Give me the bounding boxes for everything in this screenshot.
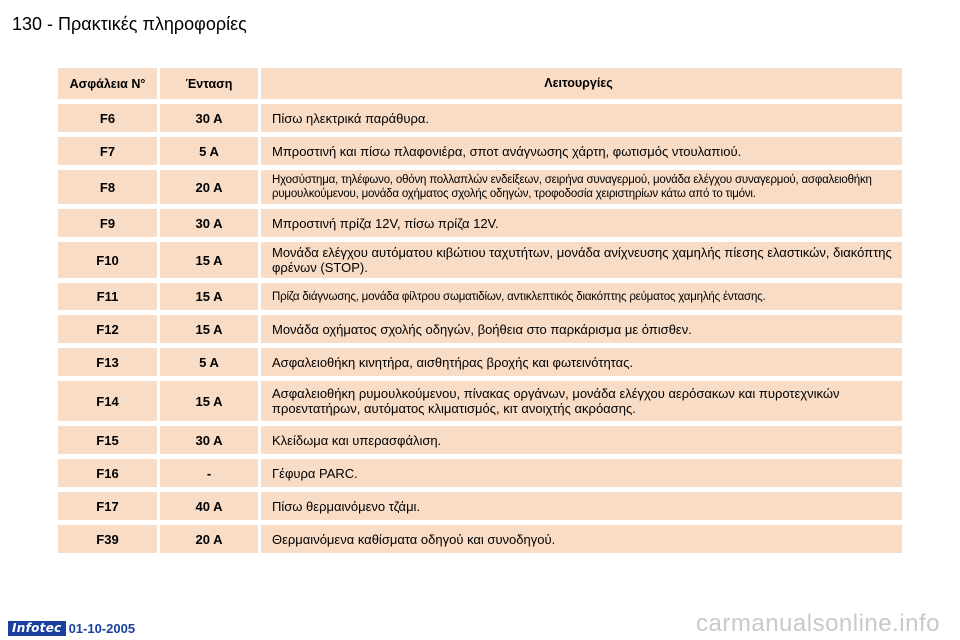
fuse-amperage: 40 A [160, 492, 258, 520]
fuse-number: F8 [58, 170, 157, 204]
fuse-number: F39 [58, 525, 157, 553]
table-row [58, 137, 902, 165]
table-row [58, 525, 902, 553]
header-fuse-number: Ασφάλεια N° [58, 68, 157, 99]
fuse-amperage: - [160, 459, 258, 487]
fuse-functions: Ηχοσύστημα, τηλέφωνο, οθόνη πολλαπλών ενδείξεων, σειρήνα συναγερμού, μονάδα ελέγχου συναγερμού, ασφαλειοθήκη ρυμουλκούμενου, μονάδα οχήματος σχολής οδηγών, τροφοδοσία χειριστηρίων κάτω από το τιμόνι. [261, 170, 902, 204]
fuse-number: F10 [58, 242, 157, 278]
fuse-functions: Γέφυρα PARC. [261, 459, 902, 487]
fuse-functions: Μπροστινή και πίσω πλαφονιέρα, σποτ ανάγνωσης χάρτη, φωτισμός ντουλαπιού. [261, 137, 902, 165]
fuse-functions: Μονάδα οχήματος σχολής οδηγών, βοήθεια στο παρκάρισμα με όπισθεν. [261, 315, 902, 343]
table-row [58, 209, 902, 237]
fuse-amperage: 30 A [160, 209, 258, 237]
fuse-table [58, 68, 902, 558]
table-row [58, 381, 902, 421]
table-row [58, 283, 902, 310]
fuse-functions: Κλείδωμα και υπερασφάλιση. [261, 426, 902, 454]
fuse-functions: Μονάδα ελέγχου αυτόματου κιβώτιου ταχυτήτων, μονάδα ανίχνευσης χαμηλής πίεσης ελαστικών, διακόπτης φρένων (STOP). [261, 242, 902, 278]
page-title: 130 - Πρακτικές πληροφορίες [12, 14, 247, 34]
table-row [58, 170, 902, 204]
header-amperage: Ένταση [160, 68, 258, 99]
table-header-row [58, 68, 902, 99]
fuse-amperage: 20 A [160, 525, 258, 553]
publication-date: 01-10-2005 [68, 620, 136, 636]
fuse-number: F7 [58, 137, 157, 165]
fuse-number: F15 [58, 426, 157, 454]
fuse-number: F14 [58, 381, 157, 421]
table-row [58, 492, 902, 520]
table-row [58, 459, 902, 487]
fuse-functions: Ασφαλειοθήκη κινητήρα, αισθητήρας βροχής και φωτεινότητας. [261, 348, 902, 376]
fuse-number: F13 [58, 348, 157, 376]
fuse-amperage: 15 A [160, 315, 258, 343]
fuse-functions: Πίσω ηλεκτρικά παράθυρα. [261, 104, 902, 132]
fuse-amperage: 5 A [160, 137, 258, 165]
fuse-number: F16 [58, 459, 157, 487]
table-row [58, 315, 902, 343]
fuse-number: F11 [58, 283, 157, 310]
page-footer [8, 620, 135, 636]
fuse-amperage: 15 A [160, 242, 258, 278]
fuse-amperage: 20 A [160, 170, 258, 204]
fuse-amperage: 15 A [160, 283, 258, 310]
fuse-number: F6 [58, 104, 157, 132]
fuse-functions: Ασφαλειοθήκη ρυμουλκούμενου, πίνακας οργάνων, μονάδα ελέγχου αερόσακων και πυροτεχνικών προεντατήρων, αυτόματος κλιματισμός, κιτ ανοιχτής ακρόασης. [261, 381, 902, 421]
fuse-functions: Θερμαινόμενα καθίσματα οδηγού και συνοδηγού. [261, 525, 902, 553]
table-row [58, 104, 902, 132]
fuse-functions: Πρίζα διάγνωσης, μονάδα φίλτρου σωματιδίων, αντικλεπτικός διακόπτης ρεύματος χαμηλής έντασης. [261, 283, 902, 310]
fuse-amperage: 30 A [160, 104, 258, 132]
table-row [58, 426, 902, 454]
table-row [58, 242, 902, 278]
fuse-functions: Μπροστινή πρίζα 12V, πίσω πρίζα 12V. [261, 209, 902, 237]
header-functions: Λειτουργίες [261, 68, 902, 99]
fuse-amperage: 15 A [160, 381, 258, 421]
fuse-number: F17 [58, 492, 157, 520]
fuse-amperage: 30 A [160, 426, 258, 454]
table-row [58, 348, 902, 376]
infotec-logo: Infotec [8, 621, 66, 636]
fuse-number: F9 [58, 209, 157, 237]
fuse-number: F12 [58, 315, 157, 343]
watermark: carmanualsonline.info [696, 610, 940, 637]
fuse-functions: Πίσω θερμαινόμενο τζάμι. [261, 492, 902, 520]
fuse-amperage: 5 A [160, 348, 258, 376]
